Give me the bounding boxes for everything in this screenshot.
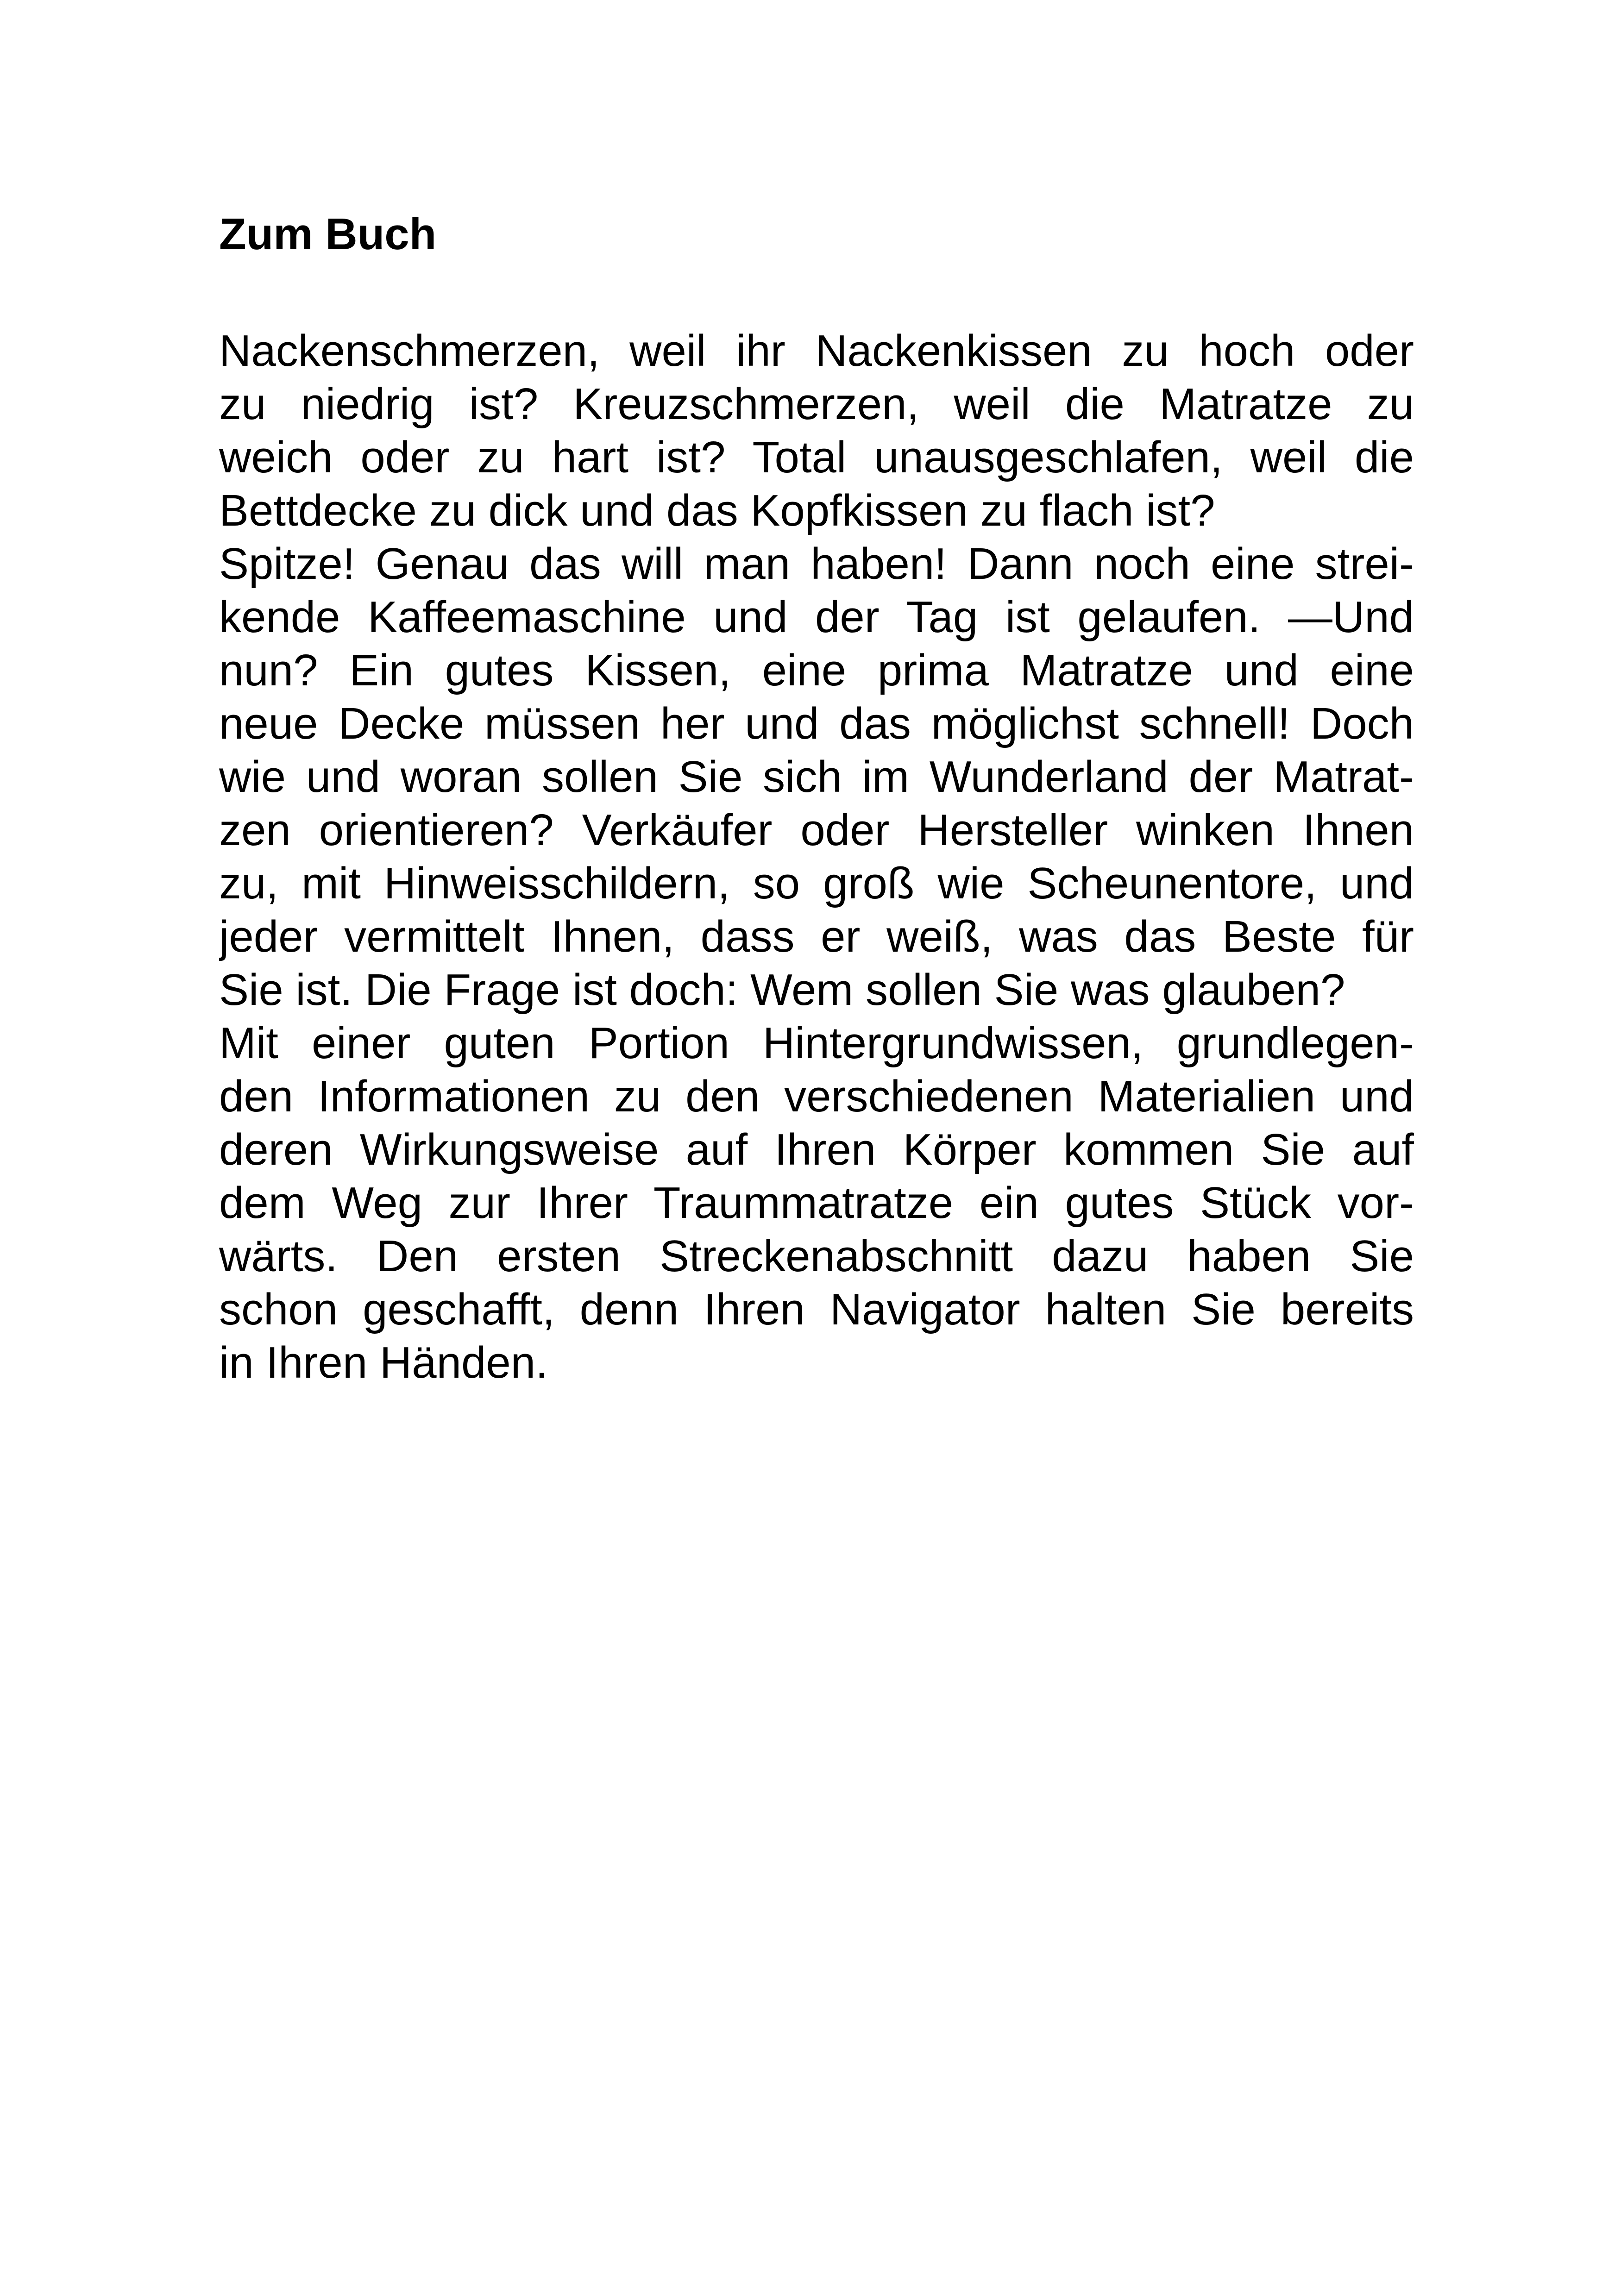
text-line: zen orientieren? Verkäufer oder Hersteller winken Ihnen — [219, 805, 1414, 855]
text-line: wärts. Den ersten Streckenabschnitt dazu haben Sie — [219, 1231, 1414, 1281]
text-line: schon geschafft, denn Ihren Navigator halten Sie bereits — [219, 1285, 1414, 1334]
text-line: kende Kaffeemaschine und der Tag ist gelaufen. —Und — [219, 592, 1414, 642]
text-line: Spitze! Genau das will man haben! Dann noch eine strei- — [219, 539, 1414, 589]
text-line: Sie ist. Die Frage ist doch: Wem sollen Sie was glauben? — [219, 965, 1345, 1015]
text-line: jeder vermittelt Ihnen, dass er weiß, was das Beste für — [219, 912, 1414, 961]
text-line: dem Weg zur Ihrer Traummatratze ein gutes Stück vor- — [219, 1178, 1414, 1228]
text-line: weich oder zu hart ist? Total unausgeschlafen, weil die — [219, 433, 1414, 482]
text-line: Nackenschmerzen, weil ihr Nackenkissen zu hoch oder — [219, 326, 1414, 376]
text-line: wie und woran sollen Sie sich im Wunderland der Matrat- — [219, 752, 1414, 802]
text-line: den Informationen zu den verschiedenen Materialien und — [219, 1072, 1414, 1121]
text-line: Mit einer guten Portion Hintergrundwissen, grundlegen- — [219, 1018, 1414, 1068]
page-title: Zum Buch — [219, 209, 437, 259]
text-line: Bettdecke zu dick und das Kopfkissen zu flach ist? — [219, 486, 1215, 535]
text-line: in Ihren Händen. — [219, 1338, 548, 1387]
text-line: neue Decke müssen her und das möglichst schnell! Doch — [219, 699, 1414, 748]
text-line: deren Wirkungsweise auf Ihren Körper kommen Sie auf — [219, 1125, 1414, 1174]
text-line: zu, mit Hinweisschildern, so groß wie Scheunentore, und — [219, 859, 1414, 908]
body-paragraph — [219, 324, 1414, 1389]
text-line: nun? Ein gutes Kissen, eine prima Matratze und eine — [219, 646, 1414, 695]
text-line: zu niedrig ist? Kreuzschmerzen, weil die Matratze zu — [219, 379, 1414, 429]
